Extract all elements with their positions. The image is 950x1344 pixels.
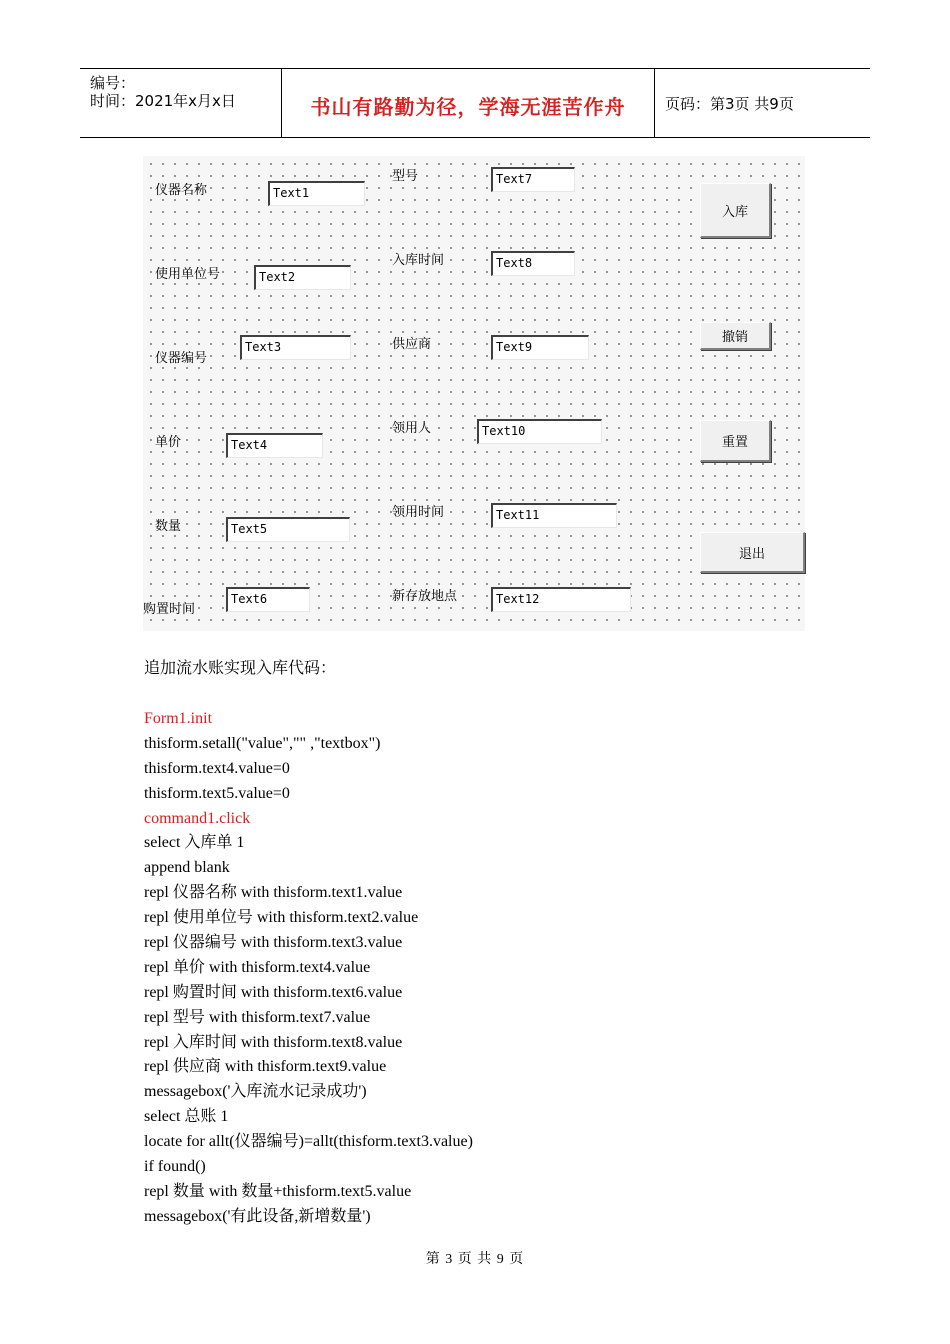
textbox-text11[interactable]: Text11 xyxy=(491,503,617,528)
code-line: command1.click xyxy=(144,809,251,827)
code-line: repl 仪器名称 with thisform.text1.value xyxy=(144,884,403,902)
reset-button[interactable]: 重置 xyxy=(700,420,771,462)
intro-text: 追加流水账实现入库代码： xyxy=(144,660,337,677)
textbox-text8[interactable]: Text8 xyxy=(491,251,575,276)
header-motto: 书山有路勤为径，学海无涯苦作舟 xyxy=(310,95,626,119)
page-indicator: 页码：第3页 共9页 xyxy=(665,95,794,113)
label-model: 型号 xyxy=(392,169,419,184)
code-line: locate for allt(仪器编号)=allt(thisform.text3.value) xyxy=(144,1133,473,1151)
code-line: Form1.init xyxy=(144,710,213,727)
code-line: repl 仪器编号 with thisform.text3.value xyxy=(144,934,403,952)
label-unit-price: 单价 xyxy=(155,435,182,450)
code-line: thisform.setall("value","" ,"textbox") xyxy=(144,734,381,752)
code-line: repl 入库时间 with thisform.text8.value xyxy=(144,1033,403,1051)
code-line: repl 数量 with 数量+thisform.text5.value xyxy=(144,1182,412,1200)
header-cell-right xyxy=(655,69,870,137)
code-line: repl 型号 with thisform.text7.value xyxy=(144,1008,371,1026)
page-footer: 第 3 页 共 9 页 xyxy=(425,1252,525,1267)
label-new-location: 新存放地点 xyxy=(392,589,458,604)
textbox-text5[interactable]: Text5 xyxy=(226,517,350,542)
code-line: repl 供应商 with thisform.text9.value xyxy=(144,1058,387,1076)
label-supplier: 供应商 xyxy=(392,337,432,352)
label-quantity: 数量 xyxy=(155,519,182,534)
textbox-text6[interactable]: Text6 xyxy=(226,587,310,612)
textbox-text1[interactable]: Text1 xyxy=(268,181,365,206)
code-line: select 总账 1 xyxy=(144,1108,229,1126)
code-line: messagebox('入库流水记录成功') xyxy=(144,1083,367,1101)
textbox-text12[interactable]: Text12 xyxy=(491,587,631,612)
exit-button[interactable]: 退出 xyxy=(700,532,805,573)
code-line: repl 单价 with thisform.text4.value xyxy=(144,958,371,976)
label-receive-time: 领用时间 xyxy=(392,505,445,520)
form-designer xyxy=(143,156,805,631)
textbox-text10[interactable]: Text10 xyxy=(477,419,602,444)
header-cell-center xyxy=(282,69,655,137)
label-storage-time: 入库时间 xyxy=(392,253,445,268)
textbox-text9[interactable]: Text9 xyxy=(491,335,589,360)
page-header xyxy=(80,68,870,138)
label-recipient: 领用人 xyxy=(392,421,432,436)
code-line: repl 使用单位号 with thisform.text2.value xyxy=(144,909,419,927)
textbox-text7[interactable]: Text7 xyxy=(491,167,575,192)
textbox-text3[interactable]: Text3 xyxy=(240,335,351,360)
code-line: select 入库单 1 xyxy=(144,834,245,852)
undo-button[interactable]: 撤销 xyxy=(700,322,771,350)
label-purchase-time: 购置时间 xyxy=(143,602,196,617)
code-line: repl 购置时间 with thisform.text6.value xyxy=(144,983,403,1001)
label-instrument-code: 仪器编号 xyxy=(155,351,208,366)
label-instrument-name: 仪器名称 xyxy=(155,183,208,198)
document-time: 时间：2021年x月x日 xyxy=(90,92,236,110)
storage-button[interactable]: 入库 xyxy=(700,183,771,238)
textbox-text2[interactable]: Text2 xyxy=(254,265,351,290)
code-line: thisform.text5.value=0 xyxy=(144,784,290,802)
code-block xyxy=(144,707,473,1230)
textbox-text4[interactable]: Text4 xyxy=(226,433,323,458)
code-line: append blank xyxy=(144,859,230,877)
code-line: thisform.text4.value=0 xyxy=(144,759,290,777)
code-line: if found() xyxy=(144,1158,206,1176)
code-line: messagebox('有此设备,新增数量') xyxy=(144,1207,371,1225)
header-cell-left xyxy=(80,69,282,137)
document-number: 编号： xyxy=(90,74,136,92)
label-unit-number: 使用单位号 xyxy=(155,267,221,282)
